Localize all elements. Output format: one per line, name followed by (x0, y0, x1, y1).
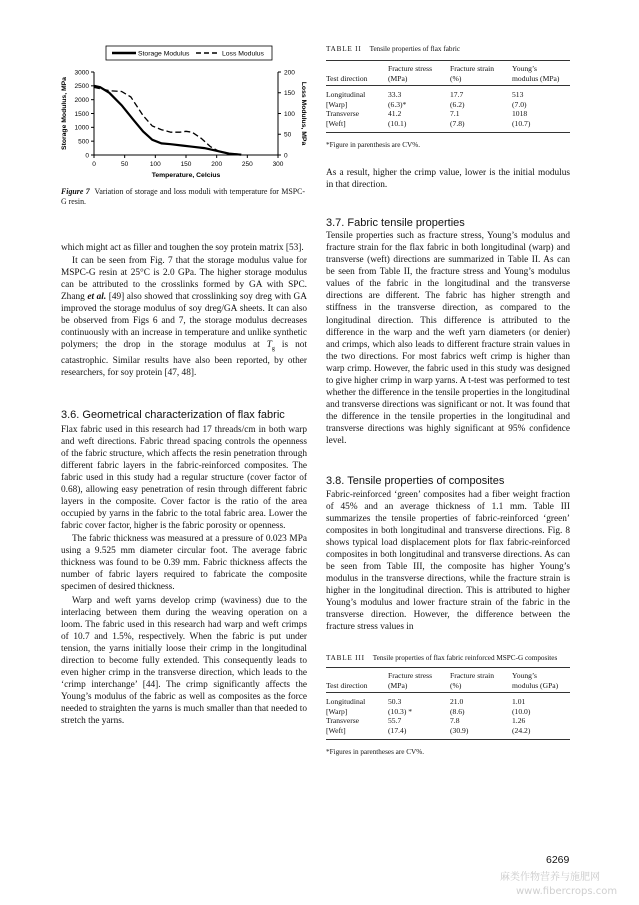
y-tick-label: 500 (78, 138, 89, 146)
table-3-cell: (10.3) * (388, 706, 413, 716)
table-2-title: Tensile properties of flax fabric (369, 45, 461, 53)
table-3-header-cell: Young’s modulus (GPa) (512, 668, 570, 693)
table-3-header-cell: Fracture stress (MPa) (388, 668, 450, 693)
table-2-cell: [Warp] (326, 99, 348, 109)
table-3 (326, 667, 570, 740)
table-3-header-cell: Test direction (326, 668, 388, 693)
x-tick-label: 0 (92, 161, 96, 168)
right-column (326, 44, 570, 758)
page-number: 6269 (546, 854, 570, 866)
y-tick-label: 2500 (74, 83, 89, 91)
table-2-row (326, 119, 570, 132)
section-3-8-heading: 3.8. Tensile properties of composites (326, 475, 505, 488)
table-2-cell: 1018 (512, 109, 528, 119)
figure-7-caption-text: Variation of storage and loss moduli with temperature for MSPC-G resin. (61, 187, 306, 206)
y2-tick-label: 150 (284, 90, 295, 98)
table-3-cell: (30.9) (450, 726, 469, 736)
x-axis-label: Temperature, Celcius (151, 172, 221, 179)
table-2-cell: (10.7) (512, 118, 531, 128)
table-2-header-cell: Fracture stress (MPa) (388, 61, 450, 86)
table-2-header-row (326, 61, 570, 86)
table-2-cell: 513 (512, 90, 524, 100)
table-2-footnote: *Figure in parenthesis are CV%. (326, 140, 421, 149)
table-3-cell: 55.7 (388, 716, 402, 726)
y2-tick-label: 100 (284, 110, 295, 118)
table-3-header-cell: Fracture strain (%) (450, 668, 512, 693)
table-2-caption (326, 44, 570, 54)
table-3-cell: (10.0) (512, 706, 531, 716)
table-3-cell: [Weft] (326, 726, 346, 736)
table-3-cell: Longitudinal (326, 697, 366, 707)
table-2-cell: Longitudinal (326, 90, 366, 100)
y2-tick-label: 50 (284, 131, 292, 139)
table-3-title: Tensile properties of flax fabric reinforced MSPC-G composites (372, 654, 558, 663)
storage-modulus-line (94, 86, 241, 155)
table-3-cell: Transverse (326, 716, 360, 726)
left-column (61, 242, 307, 727)
table-3-header-row (326, 668, 570, 693)
table-2-cell: (7.8) (450, 118, 465, 128)
y2-tick-label: 0 (284, 152, 288, 160)
table-3-cell: [Warp] (326, 706, 348, 716)
table-3-row (326, 716, 570, 726)
table-3-cell: 50.3 (388, 697, 402, 707)
x-tick-label: 100 (149, 161, 161, 168)
paragraph-initial-modulus: As a result, higher the crimp value, lower is the initial modulus in that direction. (326, 167, 570, 190)
section-3-6-heading: 3.6. Geometrical characterization of flax fabric (61, 409, 285, 422)
table-2-row (326, 109, 570, 119)
table-2 (326, 60, 570, 133)
paragraph-storage-modulus: It can be seen from Fig. 7 that the storage modulus value for MSPC-G resin at 25°C is 2.0 GPa. The higher storage modulus can be attributed to the crosslinks formed by GA with SPC. Zhang et al. [49] also showed that crosslinking soy dreg with GA improved the storage modulus of soy dreg/GA sheets. It can also be observed from Figs 6 and 7, the storage modulus decreases continuously with an increase in temperature and unlike synthetic polymers; the drop in the storage modulus at $T_g$ is not catastrophic. Similar results have also been reported, by other researchers, for soy protein [47, 48]. (61, 256, 307, 379)
table-3-footnote: *Figures in parentheses are CV%. (326, 747, 425, 756)
table-2-header-cell: Fracture strain (%) (450, 61, 512, 86)
table-3-cell: 1.01 (512, 697, 526, 707)
paragraph-matrix: which might act as filler and toughen the soy protein matrix [53]. (61, 243, 304, 253)
y-axis-label: Storage Modulus, MPa (61, 77, 68, 150)
table-2-cell: (6.2) (450, 99, 465, 109)
y-tick-label: 0 (85, 152, 89, 160)
table-3-cell: (17.4) (388, 726, 407, 736)
table-2-cell: 7.1 (450, 109, 460, 119)
paragraph-fabric-tensile: Tensile properties such as fracture stress, Young’s modulus and fracture strain for the flax fabric in both longitudinal (warp) and transverse (weft) directions are summarized in Table II. As can be seen from Table II, the fracture stress and Young’s modulus values of the fabric in the longitudinal and the transverse directions are different. The fabric has higher strength and stiffness in the transverse direction, as compared to the longitudinal direction. This difference is attributed to the difference in the warp and the weft yarn diameters (or denier) and crimps, which also leads to different fracture strain values in the two directions. For most fabrics weft crimp is higher than warp crimp. However, the fabric used in this study was designed to give higher crimp in warp yarns. A t-test was performed to test whether the difference in the tensile properties in the longitudinal and transverse directions was significant or not. It was found that the difference in the tensile properties in the longitudinal and transverse directions was highly significant at 95% confidence level. (326, 231, 570, 446)
legend-loss-label: Loss Modulus (222, 50, 264, 58)
table-3-cell: 1.26 (512, 716, 526, 726)
paragraph-fabric-thickness: The fabric thickness was measured at a pressure of 0.023 MPa using a 9.525 mm diameter circular foot. The average fabric thickness was found to be 0.39 mm. Fabric thickness affects the number of fabric layers required to fabricate the composite specimen of desired thickness. (61, 534, 307, 593)
x-tick-label: 200 (211, 161, 223, 168)
table-2-label: TABLE II (326, 45, 362, 53)
paragraph-composite-tensile: Fabric-reinforced ‘green’ composites had a fiber weight fraction of 45% and an average thickness of 1.1 mm. Table III summarizes the tensile properties of fabric-reinforced ‘green’ composites in both longitudinal and transverse directions. Fig. 8 shows typical load displacement plots for flax fabric-reinforced composites in both longitudinal and transverse directions. As can be seen from Table III, the composite has higher Young’s modulus in the transverse directions, while the fracture strain is higher in the longitudinal direction. This is attributed to higher Young’s modulus and lower fracture strain of the fabric in the transverse direction. However, the difference between the fracture stress values in (326, 489, 570, 633)
table-2-row (326, 100, 570, 110)
table-3-caption (326, 653, 570, 663)
table-2-cell: (7.0) (512, 99, 527, 109)
x-tick-label: 150 (180, 161, 192, 168)
table-2-cell: 33.3 (388, 90, 402, 100)
x-tick-label: 300 (272, 161, 284, 168)
table-3-cell: (8.6) (450, 706, 465, 716)
table-2-cell: 17.7 (450, 90, 464, 100)
y2-axis-label: Loss Modulus, MPa (300, 81, 307, 146)
table-2-cell: [Weft] (326, 118, 346, 128)
table-2-cell: Transverse (326, 109, 360, 119)
table-2-cell: 41.2 (388, 109, 402, 119)
table-2-row (326, 86, 570, 100)
x-tick-label: 250 (241, 161, 253, 168)
x-tick-label: 50 (121, 161, 129, 168)
y-tick-label: 1000 (74, 124, 89, 132)
storage-loss-modulus-chart (56, 40, 308, 185)
table-2-cell: (6.3)* (388, 99, 407, 109)
figure-7-caption (61, 187, 305, 207)
y-tick-label: 1500 (74, 110, 89, 118)
y-tick-label: 3000 (74, 69, 89, 77)
figure-7-label: Figure 7 (61, 187, 90, 196)
legend-storage-label: Storage Modulus (138, 50, 190, 58)
paragraph-fabric-structure: Flax fabric used in this research had 17 threads/cm in both warp and weft directions. Fabric thread spacing controls the openness of the fabric structure, which affects the resin penetration through different fabric layers in the fabric-reinforced composites. The fabric used in this study had a regular structure (cover factor of 0.68), allowing easy penetration of resin through different fabric layers in the composite. Cover factor is the ratio of the area occupied by yarns in the fabric to the total fabric area. Lower the fabric cover factor, higher is the fabric porosity or openness. (61, 424, 307, 532)
table-3-cell: (24.2) (512, 726, 531, 736)
section-3-7-heading: 3.7. Fabric tensile properties (326, 216, 465, 229)
table-3-cell: 7.8 (450, 716, 460, 726)
table-3-row (326, 707, 570, 717)
table-2-header-cell: Test direction (326, 61, 388, 86)
table-3-row (326, 726, 570, 739)
watermark-cn: 麻类作物营养与施肥网 (500, 872, 600, 883)
table-3-row (326, 693, 570, 707)
table-2-header-cell: Young’s modulus (MPa) (512, 61, 570, 86)
watermark-url: www.fibercrops.com (516, 886, 618, 897)
y-tick-label: 2000 (74, 96, 89, 104)
paragraph-crimp: Warp and weft yarns develop crimp (waviness) due to the interlacing between them during the weaving operation on a loom. The fabric used in this research had warp and weft crimps of 10.7 and 1.5%, respectively. When the fabric is put under tension, the yarns initially loose their crimp in the longitudinal direction to become fully extended. This consequently leads to even higher crimp in the transverse direction, which leads to the ‘crimp interchange’ [44]. The crimp significantly affects the Young’s modulus of the fabric as well as composites as the force needed to straighten the yarns is much smaller than that needed to stretch the yarns. (61, 595, 307, 726)
table-3-label: TABLE III (326, 654, 365, 663)
table-2-cell: (10.1) (388, 118, 407, 128)
table-3-cell: 21.0 (450, 697, 464, 707)
y2-tick-label: 200 (284, 69, 295, 77)
